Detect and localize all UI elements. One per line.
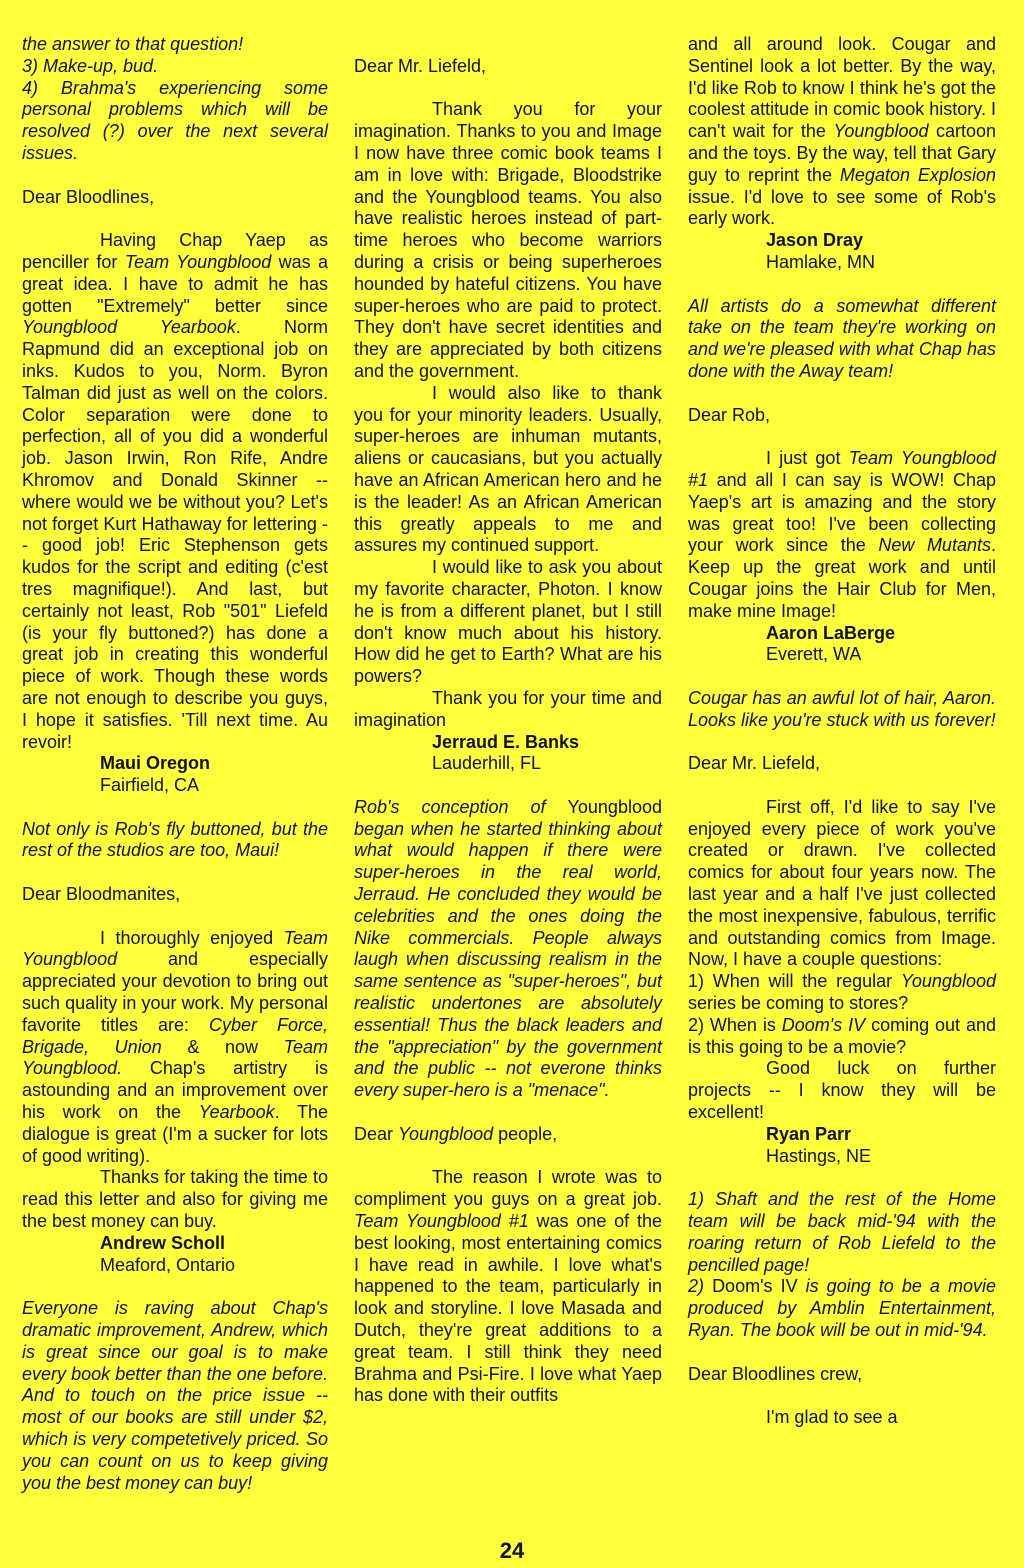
letter-salutation: Dear Bloodmanites, [22, 884, 181, 905]
reply-answer-4: 4) Brahma's experiencing some personal problems which will be resolved (?) over the next several issues. [22, 77, 328, 163]
letter-salutation: Dear Youngblood people, [354, 1123, 558, 1144]
letter-body: I thoroughly enjoyed Team Youngblood and especially appreciated your devotion to bring out such quality in your work. My personal favorite titles are: Cyber Force, Brigade, Union & now Team Youngblood. Chap's artistry is astounding and an improvement over his work on the Yearbook. The dialogue is great (I'm a sucker for lots of good writing). [22, 927, 329, 1166]
letter-body: and all around look. Cougar and Sentinel look a lot better. By the way, I'd like Rob to know I think he's got the coolest attitude in comic book history. I can't wait for the Youngblood cartoon and the toys. By the way, tell that Gary guy to reprint the Megaton Explosion issue. I'd love to see some of Rob's early work. [688, 34, 996, 229]
signature-location: Hastings, NE [766, 1145, 872, 1166]
letter-body: I just got Team Youngblood #1 and all I can say is WOW! Chap Yaep's art is amazing and the story was great too! I've been collecting your work since the New Mutants. Keep up the great work and until Cougar joins the Hair Club for Men, make mine Image! [688, 448, 996, 621]
letter-salutation: Dear Bloodlines, [22, 186, 155, 207]
signature-name: Maui Oregon [100, 753, 211, 774]
letter-body: The reason I wrote was to compliment you guys on a great job. Team Youngblood #1 was one of the best looking, most entertaining comics I have read in awhile. I love what's happened to the team, particularly in look and storyline. I love Masada and Dutch, they're great additions to a great team. I still think they need Brahma and Psi-Fire. I love what Yaep has done with their outfits [354, 1167, 662, 1406]
editor-reply: 2) Doom's IV is going to be a movie produced by Amblin Entertainment, Ryan. The book will be out in mid-'94. [688, 1276, 996, 1341]
letter-signature [688, 230, 996, 274]
page-number: 24 [499, 1538, 525, 1563]
letter-salutation: Dear Mr. Liefeld, [354, 55, 487, 76]
signature-name: Jason Dray [766, 230, 864, 251]
editor-reply: All artists do a somewhat different take on the team they're working on and we're pleased with what Chap has done with the Away team! [688, 295, 996, 381]
reply-answer-3: 3) Make-up, bud. [22, 55, 159, 76]
letter-body: Good luck on further projects -- I know they will be excellent! [688, 1058, 996, 1123]
column-1 [22, 34, 328, 1516]
letter-salutation: Dear Bloodlines crew, [688, 1363, 863, 1384]
letter-question-2: 2) When is Doom's IV coming out and is this going to be a movie? [688, 1014, 996, 1057]
letter-body: First off, I'd like to say I've enjoyed every piece of work you've created or drawn. I've collected comics for about four years now. The last year and a half I've just collected the most inexpensive, fabulous, terrific and outstanding comics from Image. Now, I have a couple questions: [688, 796, 996, 970]
letter-body: I would like to ask you about my favorite character, Photon. I know he is from a different planet, but I still don't know much about his history. How did he get to Earth? What are his powers? [354, 557, 662, 687]
letter-body: Thank you for your imagination. Thanks to you and Image I now have three comic book teams I am in love with: Brigade, Bloodstrike and the Youngblood teams. You also have realistic heroes instead of part-time heroes who become warriors during a crisis or being superheroes hounded by hateful citizens. You have super-heroes who are paid to protect. They don't have secret identities and they are appreciated by both citizens and the government. [354, 99, 662, 381]
letter-signature [354, 732, 662, 776]
signature-location: Meaford, Ontario [100, 1254, 236, 1275]
letter-body: Having Chap Yaep as penciller for Team Youngblood was a great idea. I have to admit he has gotten "Extremely" better since Youngblood Yearbook. Norm Rapmund did an exceptional job on inks. Kudos to you, Norm. Byron Talman did just as well on the colors. Color separation were done to perfection, all of you did a wonderful job. Jason Irwin, Ron Rife, Andre Khromov and Donald Skinner -- where would we be without you? Let's not forget Kurt Hathaway for lettering -- good job! Eric Stephenson gets kudos for the script and editing (c'est tres magnifique!). And last, but certainly not least, Rob "501" Liefeld (is your fly buttoned?) has done a great job in creating this wonderful piece of work. Though these words are not enough to describe you guys, I hope it satisfies. 'Till next time. Au revoir! [22, 230, 329, 752]
column-3 [688, 34, 996, 1429]
letter-salutation: Dear Rob, [688, 404, 771, 425]
signature-name: Ryan Parr [766, 1123, 852, 1144]
editor-reply: Rob's conception of Youngblood began when he started thinking about what would happen if there were super-heroes in the real world, Jerraud. He concluded they would be celebrities and the ones doing the Nike commercials. People always laugh when discussing realism in the same sentence as "super-heroes", but realistic undertones are absolutely essential! Thus the black leaders and the "appreciation" by the government and the public -- not everone thinks every super-hero is a "menace". [354, 796, 662, 1101]
editor-reply: 1) Shaft and the rest of the Home team will be back mid-'94 with the roaring return of Rob Liefeld to the pencilled page! [688, 1189, 996, 1275]
signature-name: Aaron LaBerge [766, 622, 896, 643]
letter-body: I'm glad to see a [766, 1407, 898, 1428]
signature-location: Lauderhill, FL [432, 753, 542, 774]
signature-location: Everett, WA [766, 644, 862, 665]
letter-salutation: Dear Mr. Liefeld, [688, 753, 821, 774]
signature-name: Andrew Scholl [100, 1232, 226, 1253]
letter-signature [688, 1124, 996, 1168]
editor-reply: Not only is Rob's fly buttoned, but the rest of the studios are too, Maui! [22, 818, 328, 861]
letter-signature [688, 623, 996, 667]
letter-body: I would also like to thank you for your minority leaders. Usually, super-heroes are inhuman mutants, aliens or caucasians, but you actually have an African American hero and he is the leader! As an African American this greatly appeals to me and assures my continued support. [354, 382, 662, 556]
column-2 [354, 34, 662, 1407]
letter-question-1: 1) When will the regular Youngblood series be coming to stores? [688, 971, 996, 1014]
signature-name: Jerraud E. Banks [432, 731, 580, 752]
letter-signature [22, 753, 328, 797]
letter-signature [22, 1233, 328, 1277]
reply-continuation: the answer to that question! [22, 34, 244, 54]
editor-reply: Cougar has an awful lot of hair, Aaron. Looks like you're stuck with us forever! [688, 687, 996, 730]
signature-location: Hamlake, MN [766, 251, 876, 272]
letter-body: Thanks for taking the time to read this letter and also for giving me the best money can buy. [22, 1167, 328, 1232]
editor-reply: Everyone is raving about Chap's dramatic improvement, Andrew, which is great since our goal is to make every book better than the one before. And to touch on the price issue -- most of our books are still under $2, which is very competetively priced. So you can count on us to keep giving you the best money can buy! [22, 1298, 328, 1493]
signature-location: Fairfield, CA [100, 775, 200, 796]
letter-body: Thank you for your time and imagination [354, 687, 662, 730]
